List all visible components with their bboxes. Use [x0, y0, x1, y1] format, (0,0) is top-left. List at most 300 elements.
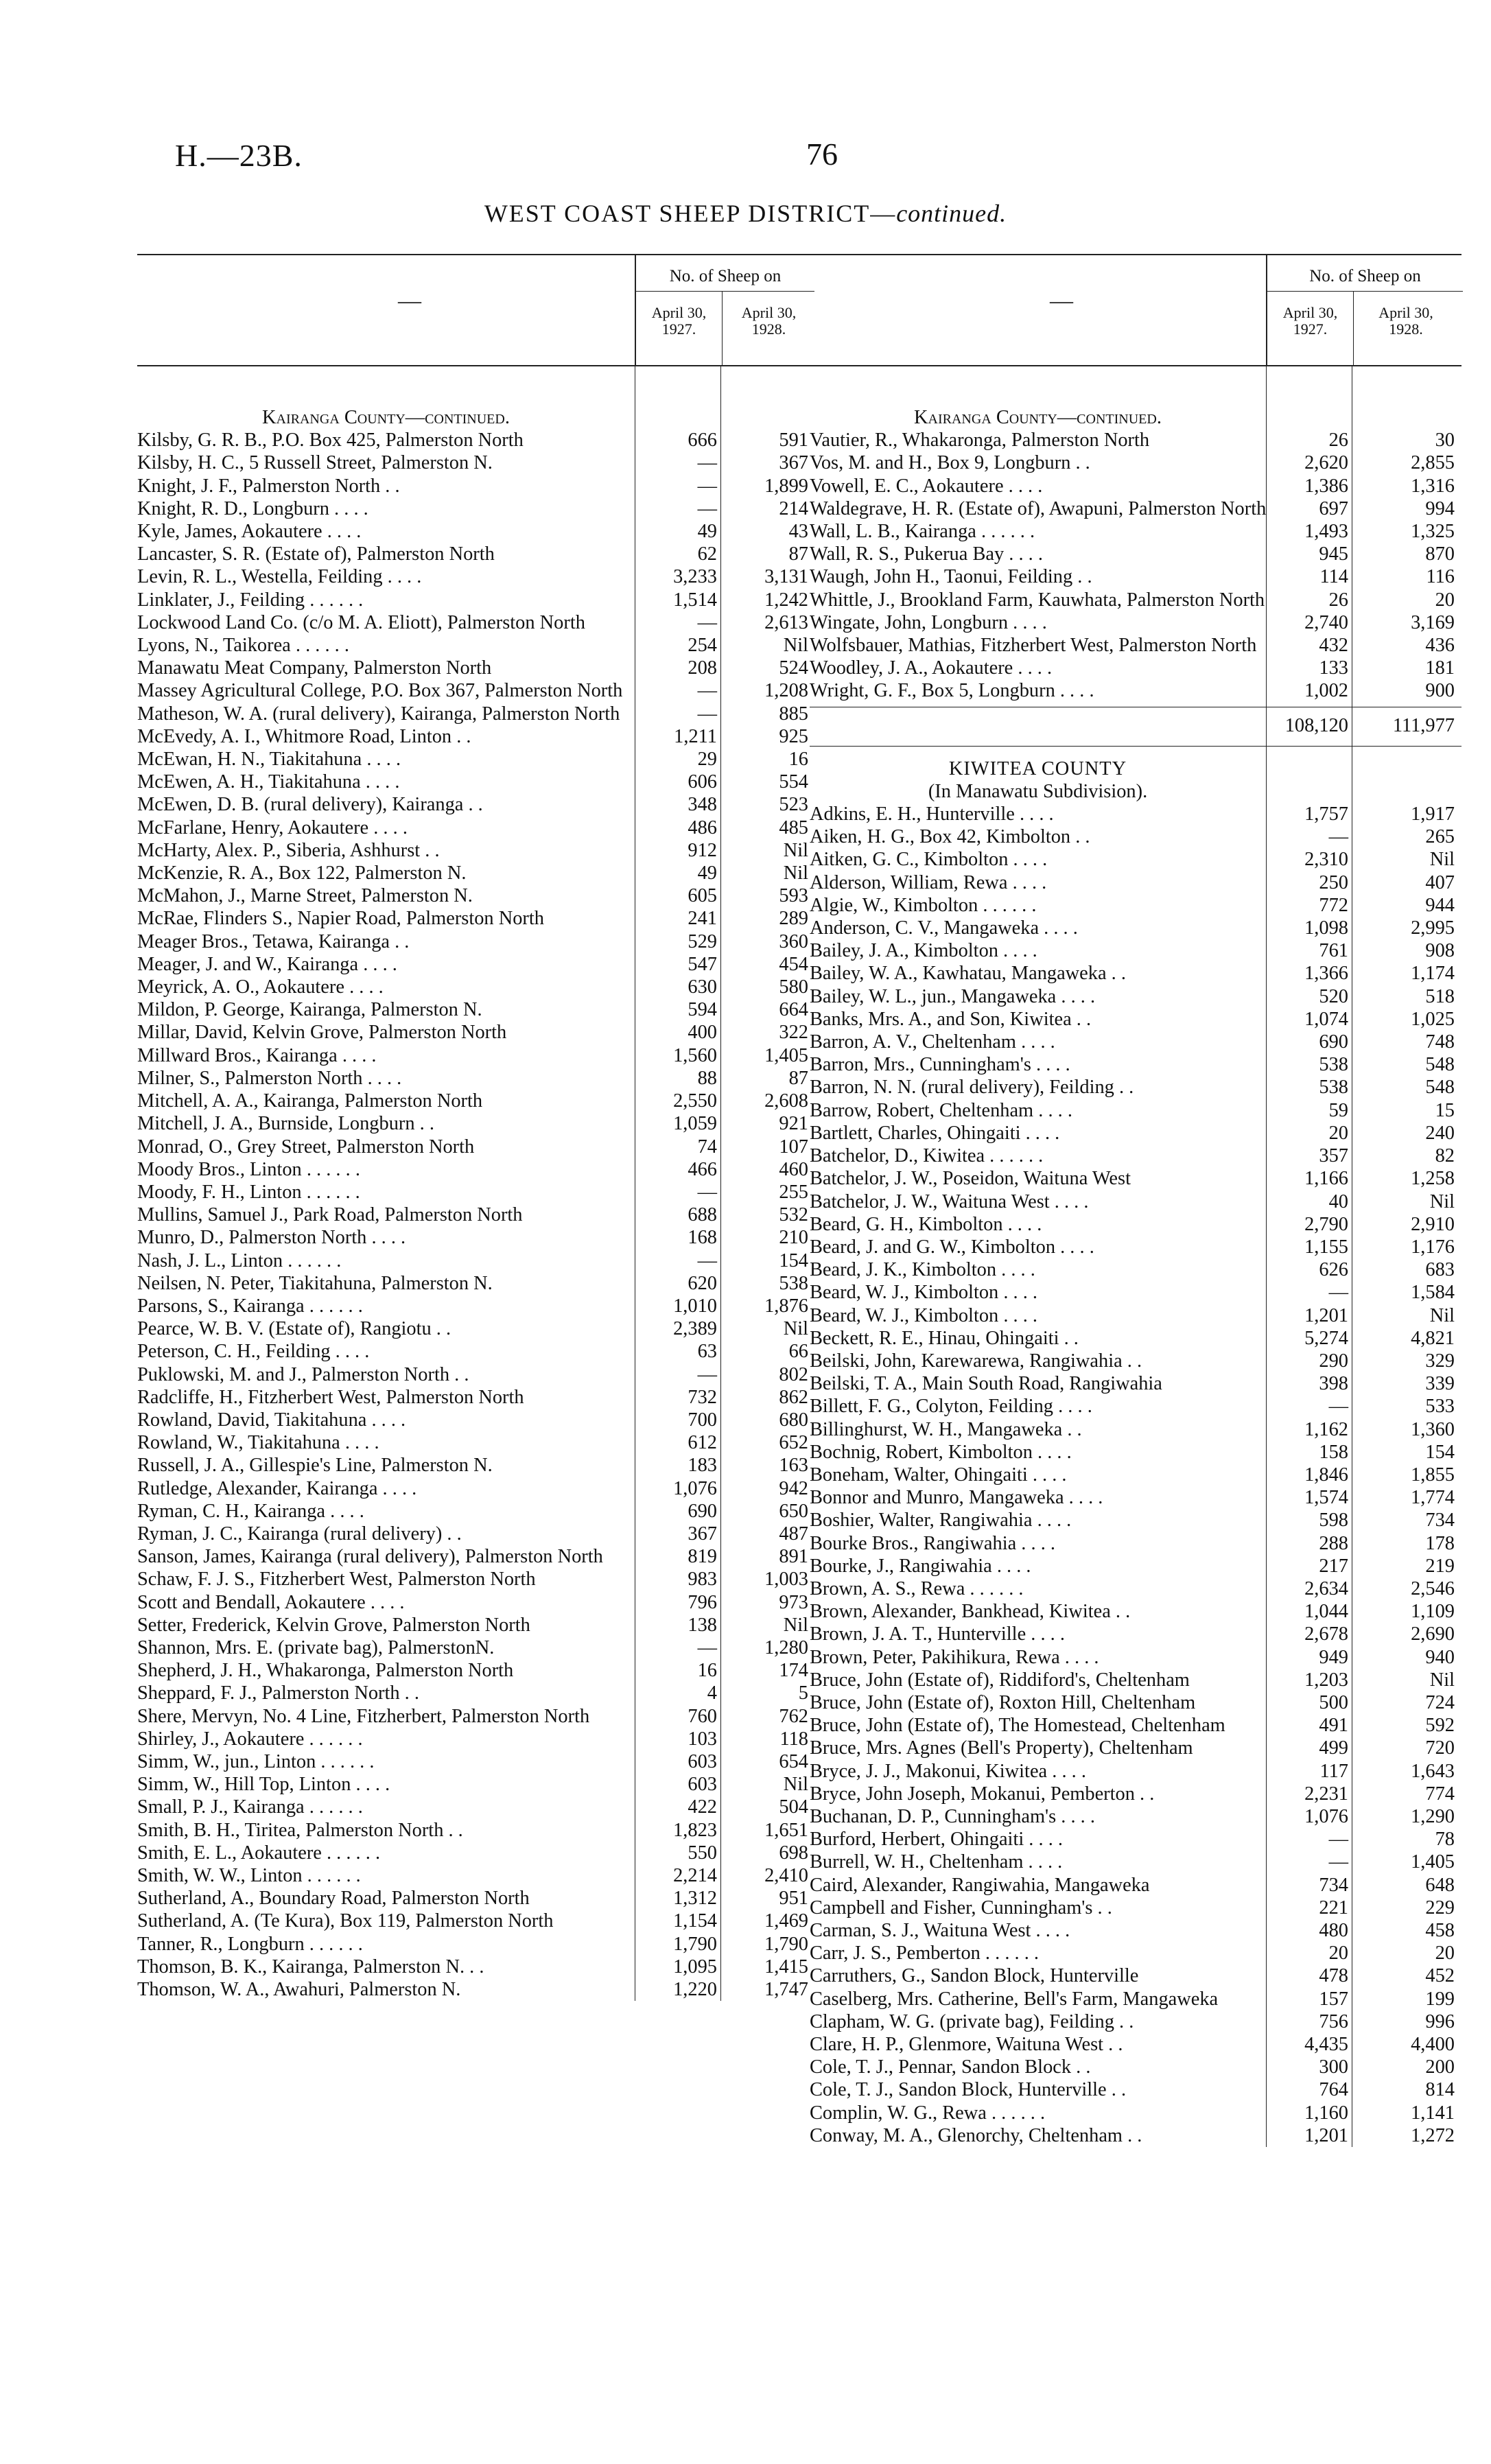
- table-row: [810, 1418, 1461, 1441]
- sheep-1928: 994: [1425, 497, 1455, 519]
- sheep-1927: 819: [688, 1546, 717, 1568]
- sheep-1928: 1,774: [1411, 1487, 1455, 1509]
- holder-name: Aitken, G. C., Kimbolton . . . .: [810, 849, 1048, 871]
- sheep-1927: —: [1328, 1282, 1348, 1304]
- sheep-1927: 1,790: [673, 1933, 717, 1955]
- holder-name: McEwen, D. B. (rural delivery), Kairanga . .: [137, 794, 483, 816]
- sheep-1927: 1,044: [1304, 1601, 1348, 1623]
- holder-name: Linklater, J., Feilding . . . . . .: [137, 589, 364, 611]
- holder-name: Bruce, John (Estate of), The Homestead, Cheltenham: [810, 1715, 1225, 1737]
- sheep-1927: 117: [1319, 1760, 1348, 1782]
- sheep-1928: 900: [1425, 680, 1455, 702]
- sheep-1927: 491: [1319, 1715, 1348, 1737]
- sheep-1927: 1,160: [1304, 2102, 1348, 2124]
- table-row: [137, 679, 813, 702]
- table-row: [810, 1031, 1461, 1053]
- group-title: No. of Sheep on: [1309, 267, 1421, 285]
- table-row: [810, 1167, 1461, 1190]
- sheep-1928: 504: [779, 1796, 808, 1818]
- sheep-1928: 116: [1426, 566, 1455, 588]
- table-row: [137, 1614, 813, 1636]
- sheep-1928: 862: [779, 1386, 808, 1408]
- holder-name: Boshier, Walter, Rangiwahia . . . .: [810, 1510, 1072, 1532]
- sheep-1928: 1,109: [1411, 1601, 1455, 1623]
- sheep-1928: 925: [779, 725, 808, 747]
- sheep-1928: 219: [1425, 1555, 1455, 1577]
- sheep-1928: 944: [1425, 894, 1455, 916]
- holder-name: Smith, W. W., Linton . . . . . .: [137, 1865, 361, 1886]
- sheep-1927: 550: [688, 1842, 717, 1864]
- sheep-1928: 720: [1425, 1737, 1455, 1759]
- sheep-1928: 20: [1435, 1943, 1455, 1964]
- sheep-1927: —: [697, 611, 717, 633]
- holder-name: Manawatu Meat Company, Palmerston North: [137, 657, 492, 679]
- holder-name: Algie, W., Kimbolton . . . . . .: [810, 894, 1037, 916]
- sheep-1928: 174: [779, 1660, 808, 1682]
- sheep-1928: Nil: [783, 1318, 808, 1340]
- table-row: [137, 475, 813, 497]
- sheep-1927: 1,076: [1304, 1805, 1348, 1827]
- table-row: [137, 1272, 813, 1295]
- table-row: [137, 1910, 813, 1932]
- sheep-1928: 593: [779, 885, 808, 907]
- holder-name: Clapham, W. G. (private bag), Feilding . .: [810, 2010, 1134, 2032]
- holder-name: Waldegrave, H. R. (Estate of), Awapuni, Palmerston North: [810, 497, 1267, 519]
- name-column-header: —: [398, 288, 421, 314]
- sheep-1927: 983: [688, 1569, 717, 1591]
- holder-name: Lockwood Land Co. (c/o M. A. Eliott), Palmerston North: [137, 611, 585, 633]
- sheep-1927: 761: [1319, 940, 1348, 962]
- sheep-1927: 138: [688, 1614, 717, 1636]
- table-row: [810, 1350, 1461, 1372]
- holder-name: Whittle, J., Brookland Farm, Kauwhata, Palmerston North: [810, 589, 1265, 611]
- sheep-1928: 2,546: [1411, 1577, 1455, 1599]
- sheep-1928: 1,651: [764, 1819, 808, 1841]
- sheep-1928: 178: [1425, 1532, 1455, 1554]
- table-row: [810, 939, 1461, 962]
- sheep-1927: 760: [688, 1705, 717, 1727]
- holder-name: Brown, J. A. T., Hunterville . . . .: [810, 1623, 1065, 1645]
- holder-name: Millward Bros., Kairanga . . . .: [137, 1044, 377, 1066]
- table-row: [137, 1705, 813, 1728]
- sheep-1928: 1,899: [764, 475, 808, 497]
- sheep-1928: 940: [1425, 1646, 1455, 1668]
- table-row: [810, 1509, 1461, 1532]
- sheep-1928: 580: [779, 976, 808, 998]
- sheep-1928: 360: [779, 930, 808, 952]
- table-row: [810, 1258, 1461, 1281]
- table-row: [810, 1783, 1461, 1805]
- sheep-1927: 912: [688, 839, 717, 861]
- holder-name: Buchanan, D. P., Cunningham's . . . .: [810, 1805, 1095, 1827]
- holder-name: Puklowski, M. and J., Palmerston North . .: [137, 1363, 469, 1385]
- sheep-1927: 2,740: [1304, 611, 1348, 633]
- table-row: [137, 543, 813, 565]
- section-subheading: (In Manawatu Subdivision).: [928, 780, 1148, 802]
- holder-name: Thomson, B. K., Kairanga, Palmerston N. . .: [137, 1956, 484, 1978]
- table-row: [810, 1236, 1461, 1258]
- holder-name: Vautier, R., Whakaronga, Palmerston North: [810, 430, 1150, 451]
- sheep-1928: 973: [779, 1591, 808, 1613]
- sheep-1927: 348: [688, 794, 717, 816]
- sheep-1927: —: [697, 1249, 717, 1271]
- sheep-1928: 1,876: [764, 1295, 808, 1317]
- holder-name: Campbell and Fisher, Cunningham's . .: [810, 1897, 1112, 1919]
- sheep-1928: 734: [1425, 1510, 1455, 1532]
- holder-name: Billett, F. G., Colyton, Feilding . . . .: [810, 1396, 1092, 1418]
- right-table-body: [810, 366, 1461, 2147]
- table-row: [137, 1636, 813, 1659]
- sheep-1927: 626: [1319, 1259, 1348, 1281]
- sheep-1928: 4,821: [1411, 1327, 1455, 1349]
- holder-name: Beckett, R. E., Hinau, Ohingaiti . .: [810, 1327, 1079, 1349]
- sheep-1928: 2,608: [764, 1090, 808, 1112]
- table-row: [137, 1112, 813, 1135]
- sheep-1927: 547: [688, 953, 717, 975]
- sheep-1928: 265: [1425, 826, 1455, 848]
- sheep-1927: 62: [697, 543, 717, 565]
- table-row: [137, 1136, 813, 1158]
- sheep-1927: 1,493: [1304, 521, 1348, 543]
- table-row: [810, 1190, 1461, 1213]
- sheep-1928: Nil: [1429, 849, 1455, 871]
- sheep-1928: Nil: [1429, 1304, 1455, 1326]
- holder-name: McRae, Flinders S., Napier Road, Palmerston North: [137, 908, 544, 930]
- sheep-1927: 158: [1319, 1441, 1348, 1463]
- sheep-1928: 524: [779, 657, 808, 679]
- holder-name: Lancaster, S. R. (Estate of), Palmerston North: [137, 543, 495, 565]
- holder-name: Beard, G. H., Kimbolton . . . .: [810, 1213, 1042, 1235]
- sheep-1927: 734: [1319, 1874, 1348, 1896]
- holder-name: Bonnor and Munro, Mangaweka . . . .: [810, 1487, 1103, 1509]
- table-row: [810, 1464, 1461, 1486]
- sheep-1928: 3,169: [1411, 611, 1455, 633]
- table-row: [137, 634, 813, 657]
- sheep-1927: 1,560: [673, 1044, 717, 1066]
- sheep-1927: 480: [1319, 1920, 1348, 1941]
- sheep-1927: —: [697, 475, 717, 497]
- holder-name: Rowland, W., Tiakitahuna . . . .: [137, 1432, 379, 1454]
- table-row: [810, 1486, 1461, 1509]
- table-row: [810, 679, 1461, 702]
- sheep-1927: 26: [1328, 589, 1348, 611]
- holder-name: Kilsby, H. C., 5 Russell Street, Palmerston N.: [137, 452, 493, 474]
- table-row: [810, 1691, 1461, 1714]
- sheep-1928: Nil: [1429, 1190, 1455, 1212]
- holder-name: Nash, J. L., Linton . . . . . .: [137, 1249, 342, 1271]
- sheep-1927: 183: [688, 1455, 717, 1477]
- table-row: [810, 1942, 1461, 1964]
- sheep-1928: 214: [779, 497, 808, 519]
- holder-name: Carr, J. S., Pemberton . . . . . .: [810, 1943, 1040, 1964]
- sheep-1927: 1,386: [1304, 475, 1348, 497]
- sheep-1927: —: [697, 1181, 717, 1203]
- holder-name: Barron, N. N. (rural delivery), Feilding . .: [810, 1077, 1134, 1099]
- col-1927-header: April 30, 1927.: [651, 304, 707, 338]
- sheep-1928: 485: [779, 817, 808, 838]
- sheep-1927: 49: [697, 521, 717, 543]
- sheep-1927: 133: [1319, 657, 1348, 679]
- table-row: [137, 1021, 813, 1044]
- sheep-1928: 1,290: [1411, 1805, 1455, 1827]
- table-row: [137, 611, 813, 634]
- holder-name: Sutherland, A. (Te Kura), Box 119, Palmerston North: [137, 1910, 554, 1932]
- table-row: [137, 1226, 813, 1249]
- holder-name: Ryman, J. C., Kairanga (rural delivery) . .: [137, 1523, 462, 1545]
- sheep-1927: 466: [688, 1158, 717, 1180]
- table-row: [137, 907, 813, 930]
- sheep-1928: 1,242: [764, 589, 808, 611]
- table-row: [137, 565, 813, 588]
- sheep-1927: 688: [688, 1204, 717, 1226]
- sheep-1928: 1,174: [1411, 963, 1455, 985]
- sheep-1928: 518: [1425, 985, 1455, 1007]
- sheep-1927: 700: [688, 1409, 717, 1431]
- sheep-1928: 322: [779, 1022, 808, 1044]
- table-row: [137, 976, 813, 998]
- sheep-1928: 1,917: [1411, 803, 1455, 825]
- sheep-1927: 1,095: [673, 1956, 717, 1978]
- holder-name: Bryce, J. J., Makonui, Kiwitea . . . .: [810, 1760, 1086, 1782]
- sheep-1927: 690: [688, 1500, 717, 1522]
- sheep-1927: 400: [688, 1022, 717, 1044]
- sheep-1927: 88: [697, 1067, 717, 1089]
- sheep-1927: 732: [688, 1386, 717, 1408]
- holder-name: Wright, G. F., Box 5, Longburn . . . .: [810, 680, 1094, 702]
- sheep-1928: 154: [779, 1249, 808, 1271]
- table-row: [810, 894, 1461, 917]
- holder-name: Bourke Bros., Rangiwahia . . . .: [810, 1532, 1055, 1554]
- table-row: [810, 825, 1461, 848]
- sheep-1927: —: [1328, 826, 1348, 848]
- sheep-1927: 538: [1319, 1077, 1348, 1099]
- table-row: [137, 657, 813, 679]
- sheep-1928: 78: [1435, 1829, 1455, 1851]
- group-title: No. of Sheep on: [669, 267, 782, 285]
- sheep-1928: 82: [1435, 1145, 1455, 1167]
- table-row: [810, 2033, 1461, 2056]
- table-row: [137, 703, 813, 725]
- holder-name: Barron, A. V., Cheltenham . . . .: [810, 1031, 1055, 1053]
- holder-name: Kyle, James, Aokautere . . . .: [137, 521, 362, 543]
- holder-name: Schaw, F. J. S., Fitzherbert West, Palmerston North: [137, 1569, 536, 1591]
- sheep-1928: 289: [779, 908, 808, 930]
- holder-name: Barrow, Robert, Cheltenham . . . .: [810, 1099, 1072, 1121]
- holder-name: Beard, W. J., Kimbolton . . . .: [810, 1304, 1038, 1326]
- holder-name: Knight, R. D., Longburn . . . .: [137, 497, 368, 519]
- table-row: [810, 543, 1461, 565]
- sheep-1927: 538: [1319, 1054, 1348, 1076]
- sheep-1928: 1,415: [764, 1956, 808, 1978]
- holder-name: Aiken, H. G., Box 42, Kimbolton . .: [810, 826, 1090, 848]
- sheep-1927: 478: [1319, 1965, 1348, 1987]
- sheep-1927: 772: [1319, 894, 1348, 916]
- sheep-1928: 210: [779, 1227, 808, 1249]
- sheep-1928: 199: [1425, 1988, 1455, 2010]
- sheep-1927: 1,203: [1304, 1669, 1348, 1691]
- total-1928: 111,977: [1392, 714, 1455, 736]
- holder-name: Shere, Mervyn, No. 4 Line, Fitzherbert, Palmerston North: [137, 1705, 590, 1727]
- table-row: [810, 1441, 1461, 1464]
- sheep-1928: 654: [779, 1750, 808, 1772]
- sheep-1927: 1,154: [673, 1910, 717, 1932]
- sheep-1928: 460: [779, 1158, 808, 1180]
- sheep-1928: 908: [1425, 940, 1455, 962]
- sheep-1927: 59: [1328, 1099, 1348, 1121]
- table-row: [810, 1395, 1461, 1418]
- sheep-1927: 1,312: [673, 1888, 717, 1910]
- holder-name: Bailey, J. A., Kimbolton . . . .: [810, 940, 1037, 962]
- sheep-count-header: [635, 255, 814, 365]
- holder-name: Rowland, David, Tiakitahuna . . . .: [137, 1409, 406, 1431]
- sheep-1927: —: [697, 1363, 717, 1385]
- sheep-1927: 605: [688, 885, 717, 907]
- sheep-1928: 87: [788, 1067, 808, 1089]
- holder-name: Rutledge, Alexander, Kairanga . . . .: [137, 1477, 417, 1499]
- sheep-1928: 454: [779, 953, 808, 975]
- table-row: [810, 1874, 1461, 1897]
- holder-name: Munro, D., Palmerston North . . . .: [137, 1227, 406, 1249]
- sheep-1928: 66: [788, 1341, 808, 1363]
- sheep-1928: 367: [779, 452, 808, 474]
- table-row: [137, 862, 813, 884]
- holder-name: Small, P. J., Kairanga . . . . . .: [137, 1796, 363, 1818]
- table-row: [137, 1956, 813, 1978]
- sheep-1927: 603: [688, 1750, 717, 1772]
- table-row: [810, 1145, 1461, 1167]
- sheep-1927: 26: [1328, 430, 1348, 451]
- holder-name: McMahon, J., Marne Street, Palmerston N.: [137, 885, 473, 907]
- sheep-1927: 3,233: [673, 566, 717, 588]
- sheep-1928: 2,613: [764, 611, 808, 633]
- holder-name: Tanner, R., Longburn . . . . . .: [137, 1933, 363, 1955]
- table-row: [137, 497, 813, 520]
- sheep-1928: 1,855: [1411, 1464, 1455, 1486]
- holder-name: McEvedy, A. I., Whitmore Road, Linton . .: [137, 725, 471, 747]
- sheep-1927: 288: [1319, 1532, 1348, 1554]
- sheep-1928: 1,316: [1411, 475, 1455, 497]
- sheep-1927: 764: [1319, 2079, 1348, 2101]
- sheep-1928: 532: [779, 1204, 808, 1226]
- table-row: [137, 1591, 813, 1614]
- table-row: [137, 771, 813, 793]
- table-row: [137, 1409, 813, 1431]
- sheep-1928: 762: [779, 1705, 808, 1727]
- sheep-1927: —: [1328, 1851, 1348, 1873]
- sheep-1928: 20: [1435, 589, 1455, 611]
- table-row: [137, 748, 813, 771]
- holder-name: Setter, Frederick, Kelvin Grove, Palmerston North: [137, 1614, 530, 1636]
- name-column-header: —: [1050, 288, 1073, 314]
- sheep-1928: 1,747: [764, 1979, 808, 2001]
- section-heading: Kairanga County—continued.: [914, 407, 1162, 428]
- table-row: [137, 1500, 813, 1523]
- sheep-1928: 2,855: [1411, 452, 1455, 474]
- table-row: [810, 520, 1461, 543]
- table-row: [137, 998, 813, 1021]
- holder-name: Levin, R. L., Westella, Feilding . . . .: [137, 566, 422, 588]
- sheep-1927: 1,201: [1304, 1304, 1348, 1326]
- sheep-1928: 802: [779, 1363, 808, 1385]
- table-row: [810, 1008, 1461, 1031]
- sheep-1927: 290: [1319, 1350, 1348, 1372]
- sheep-1928: 4,400: [1411, 2034, 1455, 2056]
- sheep-1927: 4: [707, 1682, 717, 1704]
- total-row: [810, 707, 1461, 747]
- holder-name: Russell, J. A., Gillespie's Line, Palmerston N.: [137, 1455, 493, 1477]
- sheep-1927: 1,010: [673, 1295, 717, 1317]
- table-row: [137, 1340, 813, 1363]
- sheep-1927: 1,757: [1304, 803, 1348, 825]
- table-row: [137, 1295, 813, 1317]
- sheep-1928: 2,410: [764, 1865, 808, 1886]
- sheep-1928: 548: [1425, 1054, 1455, 1076]
- holder-name: Conway, M. A., Glenorchy, Cheltenham . .: [810, 2124, 1142, 2146]
- holder-name: Simm, W., jun., Linton . . . . . .: [137, 1750, 375, 1772]
- sheep-1928: 1,643: [1411, 1760, 1455, 1782]
- table-row: [137, 725, 813, 748]
- sheep-1927: 1,823: [673, 1819, 717, 1841]
- table-row: [137, 839, 813, 862]
- sheep-1928: 339: [1425, 1373, 1455, 1395]
- table-row: [137, 1682, 813, 1704]
- holder-name: Alderson, William, Rewa . . . .: [810, 871, 1047, 893]
- holder-name: Bailey, W. A., Kawhatau, Mangaweka . .: [810, 963, 1126, 985]
- sheep-1927: —: [697, 452, 717, 474]
- sheep-1927: 1,211: [674, 725, 717, 747]
- sheep-1927: 367: [688, 1523, 717, 1545]
- sheep-1928: 1,405: [764, 1044, 808, 1066]
- table-row: [810, 429, 1461, 451]
- sheep-1927: 221: [1319, 1897, 1348, 1919]
- sheep-1927: 4,435: [1304, 2034, 1348, 2056]
- sheep-1927: 594: [688, 999, 717, 1021]
- holder-name: McEwan, H. N., Tiakitahuna . . . .: [137, 749, 401, 771]
- holder-name: Batchelor, J. W., Waituna West . . . .: [810, 1190, 1089, 1212]
- sheep-1927: 520: [1319, 985, 1348, 1007]
- holder-name: Sanson, James, Kairanga (rural delivery), Palmerston North: [137, 1546, 603, 1568]
- holder-name: Wall, R. S., Pukerua Bay . . . .: [810, 543, 1043, 565]
- holder-name: Carman, S. J., Waituna West . . . .: [810, 1920, 1070, 1941]
- sheep-1927: 1,220: [673, 1979, 717, 2001]
- sheep-1927: —: [697, 680, 717, 702]
- sheep-1928: 951: [779, 1888, 808, 1910]
- sheep-1928: 548: [1425, 1077, 1455, 1099]
- sheep-1927: 114: [1319, 566, 1348, 588]
- holder-name: Massey Agricultural College, P.O. Box 367, Palmerston North: [137, 680, 623, 702]
- sheep-1928: 591: [779, 430, 808, 451]
- table-row: [137, 1864, 813, 1887]
- sheep-1927: 690: [1319, 1031, 1348, 1053]
- holder-name: Barron, Mrs., Cunningham's . . . .: [810, 1054, 1070, 1076]
- holder-name: Moody Bros., Linton . . . . . .: [137, 1158, 360, 1180]
- sheep-1928: 87: [788, 543, 808, 565]
- table-row: [137, 1158, 813, 1181]
- sheep-1928: 996: [1425, 2010, 1455, 2032]
- holder-name: Meager, J. and W., Kairanga . . . .: [137, 953, 397, 975]
- sheep-1928: Nil: [783, 1774, 808, 1796]
- title-main: WEST COAST SHEEP DISTRICT—: [484, 200, 897, 227]
- sheep-1927: 250: [1319, 871, 1348, 893]
- table-row: [810, 962, 1461, 985]
- holder-name: Wingate, John, Longburn . . . .: [810, 611, 1047, 633]
- sheep-1928: 1,280: [764, 1636, 808, 1658]
- holder-name: Batchelor, J. W., Poseidon, Waituna West: [810, 1168, 1131, 1190]
- sheep-1927: 620: [688, 1272, 717, 1294]
- table-row: [810, 2056, 1461, 2078]
- table-row: [810, 1099, 1461, 1122]
- page-title: [0, 199, 1491, 228]
